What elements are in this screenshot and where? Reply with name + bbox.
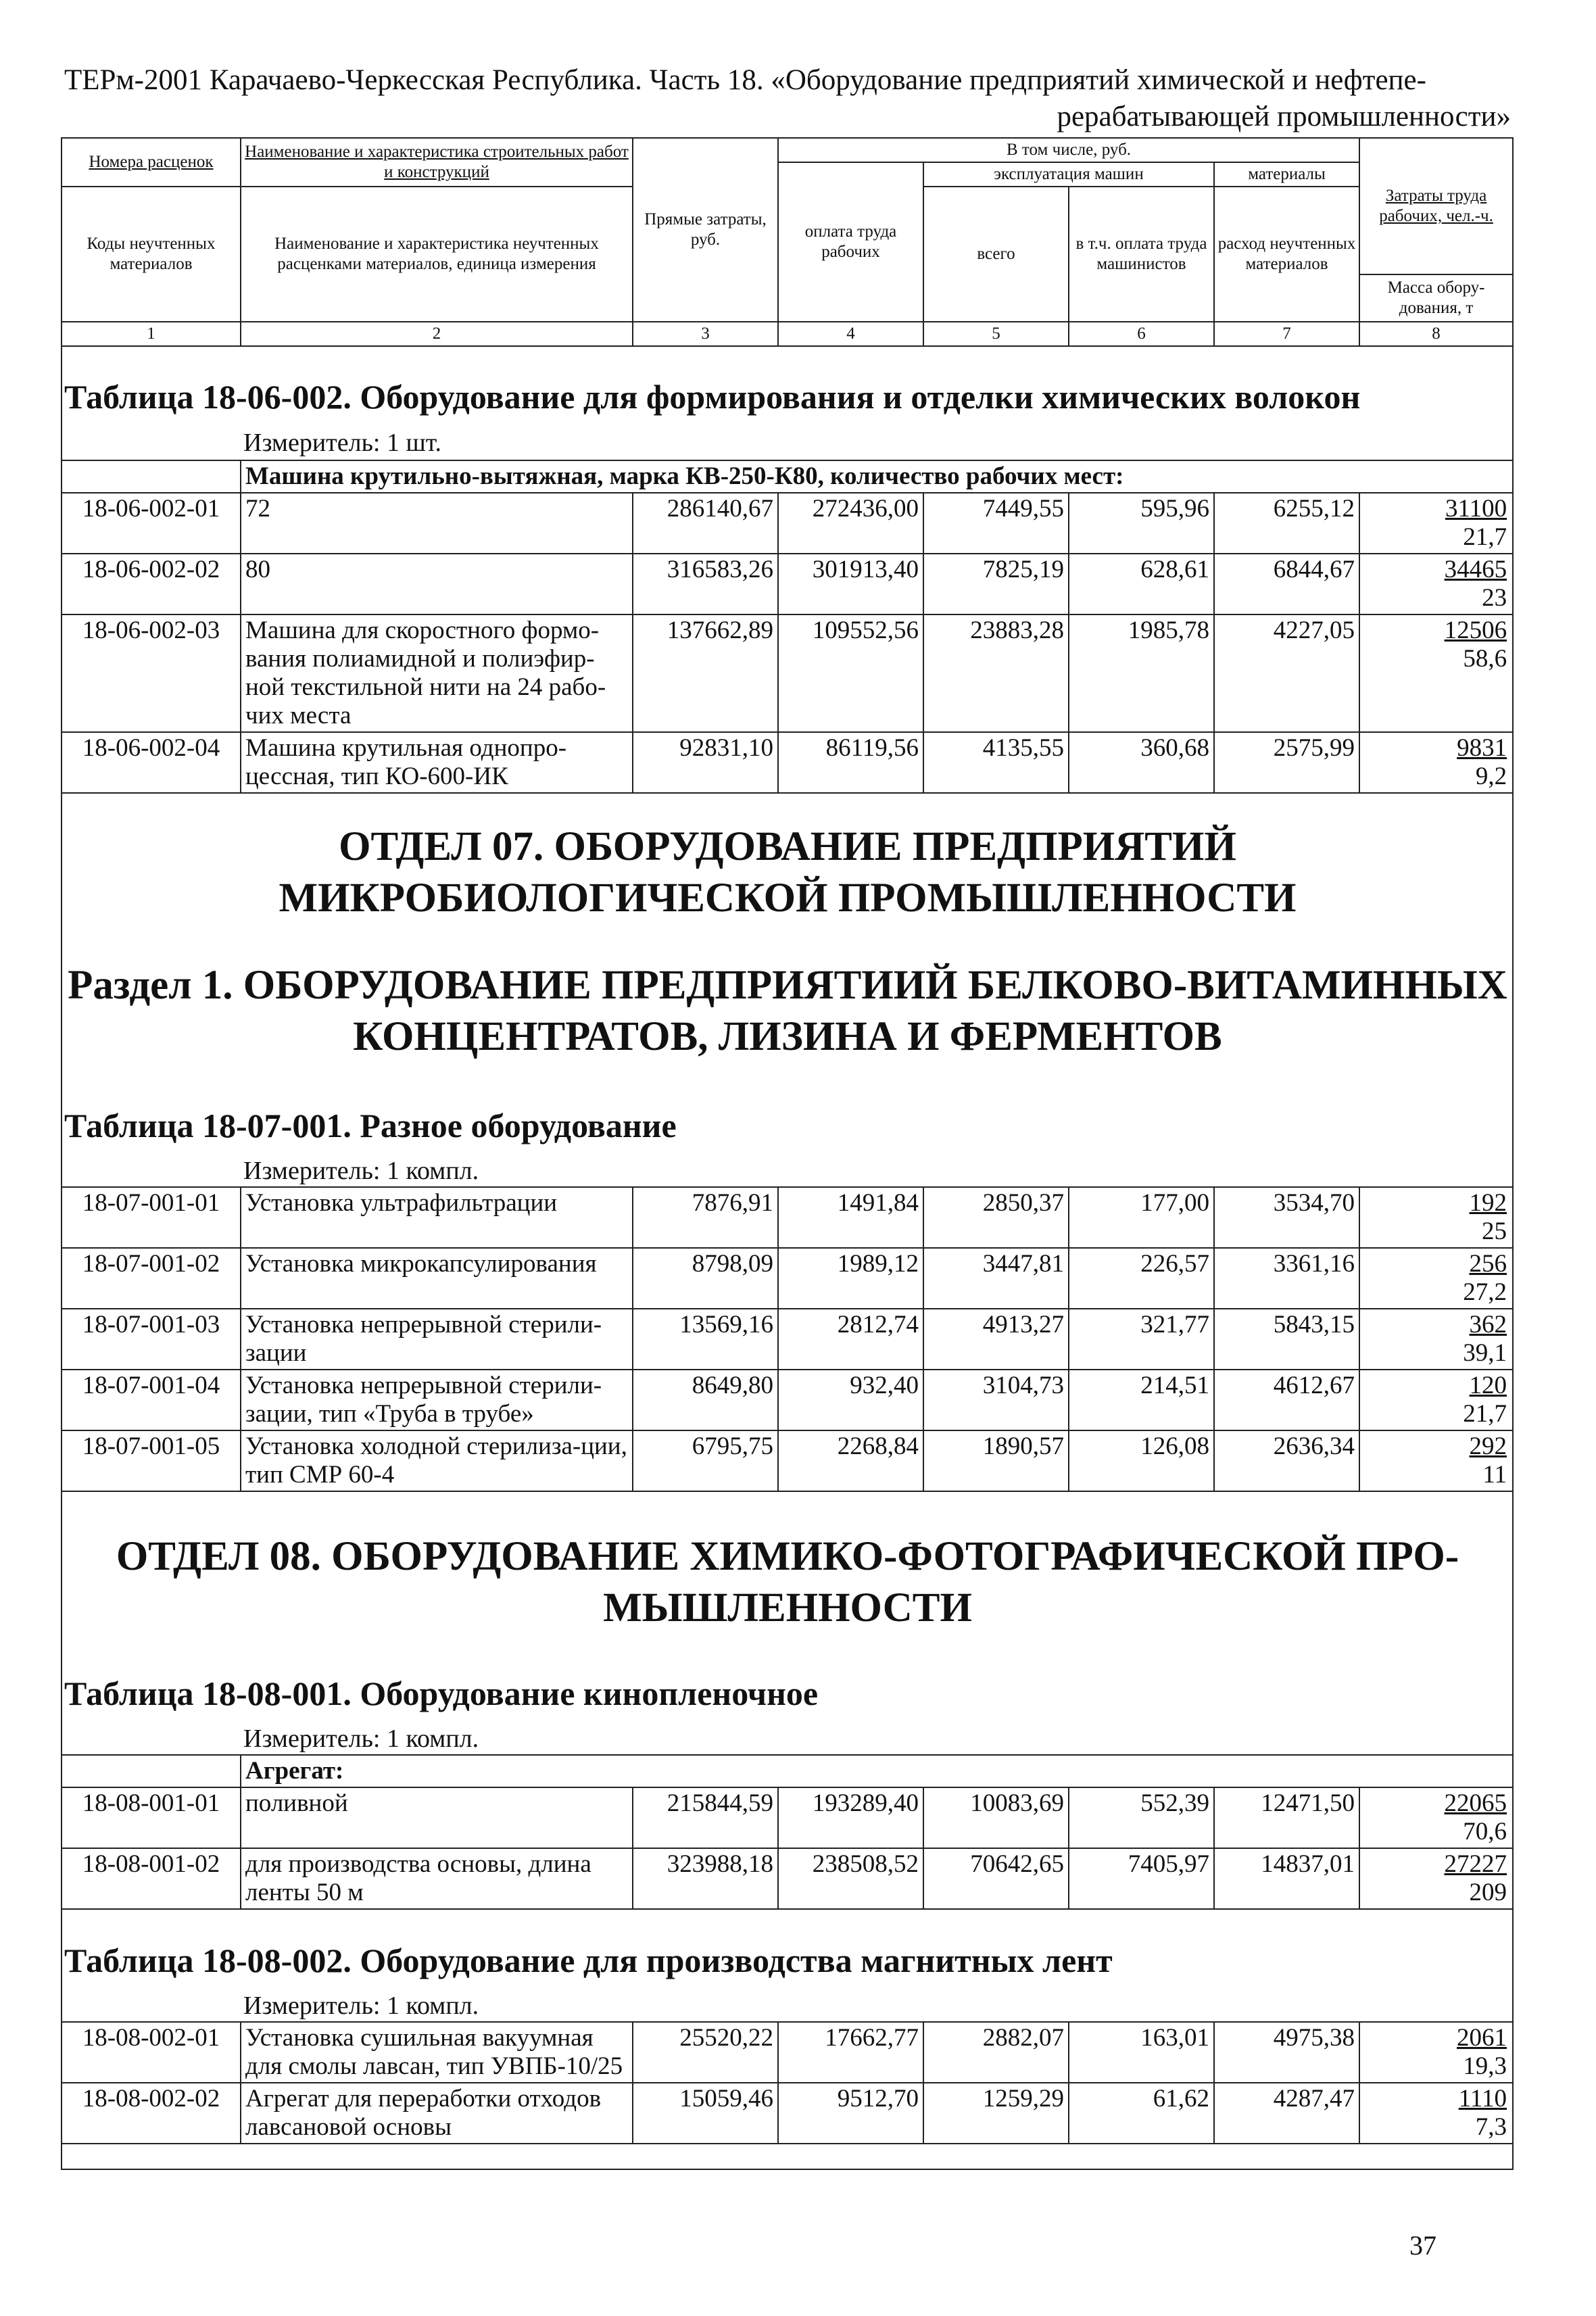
machinist-pay-cell: 126,08 — [1069, 1430, 1214, 1491]
labor-mass-cell — [1359, 1187, 1513, 1248]
work-name-cell: Агрегат для переработки отходов лавсановой основы — [241, 2083, 633, 2144]
labor-hours: 362 — [1469, 1311, 1507, 1338]
equipment-mass: 19,3 — [1463, 2052, 1507, 2080]
direct-cost-cell: 137662,89 — [633, 614, 778, 732]
direct-cost-cell: 15059,46 — [633, 2083, 778, 2144]
equipment-mass: 11 — [1482, 1461, 1507, 1489]
table-measure: Измеритель: 1 компл. — [243, 1157, 479, 1185]
table-measure: Измеритель: 1 компл. — [243, 1724, 479, 1753]
labor-hours: 192 — [1469, 1189, 1507, 1217]
col-header-1-top: Номера расценок — [62, 138, 241, 187]
materials-cost-cell: 6844,67 — [1214, 554, 1359, 614]
col-header-3: Прямые затраты, руб. — [633, 138, 778, 322]
machine-total-cell: 2882,07 — [923, 2022, 1069, 2083]
work-name-cell: Установка непрерывной стерили-зации, тип «Труба в трубе» — [241, 1370, 633, 1430]
work-name-cell: Установка непрерывной стерили-зации — [241, 1309, 633, 1370]
machine-total-cell: 2850,37 — [923, 1187, 1069, 1248]
col-header-machines: эксплуатация машин — [923, 162, 1214, 187]
labor-pay-cell: 932,40 — [778, 1370, 923, 1430]
table-row — [62, 1848, 1513, 1909]
machinist-pay-cell: 214,51 — [1069, 1370, 1214, 1430]
rate-code-cell: 18-07-001-01 — [62, 1187, 241, 1248]
machine-total-cell: 7449,55 — [923, 493, 1069, 554]
rate-code-cell: 18-08-002-01 — [62, 2022, 241, 2083]
col-number: 4 — [778, 322, 923, 346]
direct-cost-cell: 13569,16 — [633, 1309, 778, 1370]
subheading-cell: Агрегат: — [241, 1755, 1513, 1787]
materials-cost-cell: 3361,16 — [1214, 1248, 1359, 1309]
empty-cell — [62, 460, 241, 493]
labor-pay-cell: 109552,56 — [778, 614, 923, 732]
table-row — [62, 1370, 1513, 1430]
data-table — [61, 2021, 1514, 2144]
materials-cost-cell: 4287,47 — [1214, 2083, 1359, 2144]
col-header-1-bottom: Коды неучтенных материалов — [62, 187, 241, 322]
table-row — [62, 493, 1513, 554]
labor-mass-cell — [1359, 732, 1513, 793]
table-row — [62, 1248, 1513, 1309]
equipment-mass: 58,6 — [1463, 645, 1507, 673]
machinist-pay-cell: 360,68 — [1069, 732, 1214, 793]
machine-total-cell: 4135,55 — [923, 732, 1069, 793]
machinist-pay-cell: 177,00 — [1069, 1187, 1214, 1248]
work-name-cell: Установка микрокапсулирования — [241, 1248, 633, 1309]
direct-cost-cell: 316583,26 — [633, 554, 778, 614]
labor-pay-cell: 86119,56 — [778, 732, 923, 793]
column-header-table — [61, 137, 1514, 347]
rate-code-cell: 18-08-001-02 — [62, 1848, 241, 1909]
equipment-mass: 9,2 — [1475, 763, 1507, 790]
direct-cost-cell: 8649,80 — [633, 1370, 778, 1430]
table-title: Таблица 18-07-001. Разное оборудование — [64, 1107, 677, 1144]
section-heading: ОТДЕЛ 08. ОБОРУДОВАНИЕ ХИМИКО-ФОТОГРАФИЧЕСКОЙ ПРО-МЫШЛЕННОСТИ — [116, 1534, 1459, 1631]
rate-code-cell: 18-07-001-04 — [62, 1370, 241, 1430]
labor-hours: 34465 — [1444, 556, 1507, 583]
labor-pay-cell: 301913,40 — [778, 554, 923, 614]
labor-pay-cell: 238508,52 — [778, 1848, 923, 1909]
equipment-mass: 39,1 — [1463, 1339, 1507, 1367]
labor-pay-cell: 1491,84 — [778, 1187, 923, 1248]
table-row — [62, 1787, 1513, 1848]
machinist-pay-cell: 61,62 — [1069, 2083, 1214, 2144]
materials-cost-cell: 4227,05 — [1214, 614, 1359, 732]
labor-pay-cell: 2268,84 — [778, 1430, 923, 1491]
work-name-cell: Установка сушильная вакуумная для смолы лавсан, тип УВПБ-10/25 — [241, 2022, 633, 2083]
labor-pay-cell: 2812,74 — [778, 1309, 923, 1370]
page-header — [64, 62, 1511, 135]
machine-total-cell: 1259,29 — [923, 2083, 1069, 2144]
work-name-cell: Установка холодной стерилиза-ции, тип СМР 60-4 — [241, 1430, 633, 1491]
data-table — [61, 1186, 1514, 1492]
materials-cost-cell: 3534,70 — [1214, 1187, 1359, 1248]
rate-code-cell: 18-07-001-05 — [62, 1430, 241, 1491]
labor-hours: 1110 — [1458, 2085, 1507, 2113]
materials-cost-cell: 4612,67 — [1214, 1370, 1359, 1430]
rate-code-cell: 18-08-001-01 — [62, 1787, 241, 1848]
equipment-mass: 7,3 — [1475, 2113, 1507, 2141]
col-header-6: в т.ч. оплата труда машинистов — [1069, 187, 1214, 322]
header-line-2: рерабатывающей промышленности» — [1057, 101, 1511, 132]
table-row — [62, 732, 1513, 793]
work-name-cell: поливной — [241, 1787, 633, 1848]
labor-hours: 2061 — [1457, 2024, 1507, 2052]
materials-cost-cell: 5843,15 — [1214, 1309, 1359, 1370]
table-row — [62, 1430, 1513, 1491]
materials-cost-cell: 6255,12 — [1214, 493, 1359, 554]
table-measure: Измеритель: 1 шт. — [243, 429, 441, 457]
machine-total-cell: 3447,81 — [923, 1248, 1069, 1309]
table-row — [62, 1187, 1513, 1248]
labor-hours: 27227 — [1444, 1850, 1507, 1878]
labor-pay-cell: 272436,00 — [778, 493, 923, 554]
table-row — [62, 614, 1513, 732]
labor-hours: 9831 — [1457, 734, 1507, 762]
direct-cost-cell: 8798,09 — [633, 1248, 778, 1309]
direct-cost-cell: 286140,67 — [633, 493, 778, 554]
equipment-mass: 70,6 — [1463, 1818, 1507, 1845]
machinist-pay-cell: 552,39 — [1069, 1787, 1214, 1848]
labor-mass-cell — [1359, 1430, 1513, 1491]
labor-hours: 12506 — [1444, 617, 1507, 644]
direct-cost-cell: 215844,59 — [633, 1787, 778, 1848]
table-row — [62, 2022, 1513, 2083]
subheading-row — [62, 1755, 1513, 1787]
col-header-4: оплата труда рабочих — [778, 162, 923, 322]
work-name-cell: 80 — [241, 554, 633, 614]
subheading-row — [62, 460, 1513, 493]
page-number: 37 — [1409, 2230, 1436, 2261]
machinist-pay-cell: 1985,78 — [1069, 614, 1214, 732]
machine-total-cell: 23883,28 — [923, 614, 1069, 732]
labor-mass-cell — [1359, 1370, 1513, 1430]
col-header-8-bottom: Масса обору-дования, т — [1359, 274, 1513, 322]
work-name-cell: Установка ультрафильтрации — [241, 1187, 633, 1248]
equipment-mass: 25 — [1482, 1217, 1507, 1245]
labor-mass-cell — [1359, 554, 1513, 614]
materials-cost-cell: 4975,38 — [1214, 2022, 1359, 2083]
header-line-1: ТЕРм-2001 Карачаево-Черкесская Республика. Часть 18. «Оборудование предприятий химической и нефтепе- — [64, 64, 1426, 96]
table-title: Таблица 18-06-002. Оборудование для формирования и отделки химических волокон — [64, 378, 1361, 416]
rate-code-cell: 18-07-001-02 — [62, 1248, 241, 1309]
table-title: Таблица 18-08-002. Оборудование для производства магнитных лент — [64, 1941, 1113, 1979]
col-number: 2 — [241, 322, 633, 346]
col-header-5: всего — [923, 187, 1069, 322]
materials-cost-cell: 2636,34 — [1214, 1430, 1359, 1491]
direct-cost-cell: 6795,75 — [633, 1430, 778, 1491]
col-header-2-bottom: Наименование и характеристика неучтенных расценками материалов, единица измерения — [241, 187, 633, 322]
labor-hours: 120 — [1469, 1372, 1507, 1399]
direct-cost-cell: 7876,91 — [633, 1187, 778, 1248]
machinist-pay-cell: 163,01 — [1069, 2022, 1214, 2083]
labor-mass-cell — [1359, 1787, 1513, 1848]
section-heading: ОТДЕЛ 07. ОБОРУДОВАНИЕ ПРЕДПРИЯТИЙ МИКРОБИОЛОГИЧЕСКОЙ ПРОМЫШЛЕННОСТИ — [279, 824, 1297, 921]
labor-mass-cell — [1359, 2083, 1513, 2144]
machine-total-cell: 4913,27 — [923, 1309, 1069, 1370]
rate-code-cell: 18-08-002-02 — [62, 2083, 241, 2144]
work-name-cell: Машина крутильная однопро-цессная, тип КО-600-ИК — [241, 732, 633, 793]
materials-cost-cell: 2575,99 — [1214, 732, 1359, 793]
labor-mass-cell — [1359, 493, 1513, 554]
materials-cost-cell: 12471,50 — [1214, 1787, 1359, 1848]
work-name-cell: Машина для скоростного формо-вания полиамидной и полиэфир-ной текстильной нити на 24 рабо-чих места — [241, 614, 633, 732]
machinist-pay-cell: 7405,97 — [1069, 1848, 1214, 1909]
col-header-materials: материалы — [1214, 162, 1359, 187]
col-header-2-top: Наименование и характеристика строительных работ и конструкций — [241, 138, 633, 187]
equipment-mass: 27,2 — [1463, 1278, 1507, 1306]
section-heading: Раздел 1. ОБОРУДОВАНИЕ ПРЕДПРИЯТИИЙ БЕЛКОВО-ВИТАМИННЫХ КОНЦЕНТРАТОВ, ЛИЗИНА И ФЕРМЕНТОВ — [68, 963, 1507, 1059]
equipment-mass: 21,7 — [1463, 523, 1507, 551]
machinist-pay-cell: 595,96 — [1069, 493, 1214, 554]
machinist-pay-cell: 226,57 — [1069, 1248, 1214, 1309]
work-name-cell: 72 — [241, 493, 633, 554]
machine-total-cell: 7825,19 — [923, 554, 1069, 614]
table-row — [62, 1309, 1513, 1370]
labor-pay-cell: 9512,70 — [778, 2083, 923, 2144]
labor-mass-cell — [1359, 1248, 1513, 1309]
direct-cost-cell: 25520,22 — [633, 2022, 778, 2083]
labor-mass-cell — [1359, 2022, 1513, 2083]
equipment-mass: 21,7 — [1463, 1400, 1507, 1428]
materials-cost-cell: 14837,01 — [1214, 1848, 1359, 1909]
col-header-7: расход неучтенных материалов — [1214, 187, 1359, 322]
col-number: 3 — [633, 322, 778, 346]
table-row — [62, 2083, 1513, 2144]
labor-hours: 31100 — [1445, 495, 1507, 523]
labor-mass-cell — [1359, 1309, 1513, 1370]
machinist-pay-cell: 321,77 — [1069, 1309, 1214, 1370]
labor-hours: 256 — [1469, 1250, 1507, 1278]
rate-code-cell: 18-07-001-03 — [62, 1309, 241, 1370]
labor-mass-cell — [1359, 614, 1513, 732]
direct-cost-cell: 92831,10 — [633, 732, 778, 793]
col-header-8-top: Затраты труда рабочих, чел.-ч. — [1359, 138, 1513, 274]
equipment-mass: 209 — [1469, 1879, 1507, 1906]
col-number: 5 — [923, 322, 1069, 346]
labor-hours: 22065 — [1444, 1789, 1507, 1817]
col-number: 6 — [1069, 322, 1214, 346]
subheading-cell: Машина крутильно-вытяжная, марка КВ-250-К80, количество рабочих мест: — [241, 460, 1513, 493]
col-number: 7 — [1214, 322, 1359, 346]
machine-total-cell: 10083,69 — [923, 1787, 1069, 1848]
rate-code-cell: 18-06-002-02 — [62, 554, 241, 614]
machine-total-cell: 70642,65 — [923, 1848, 1069, 1909]
labor-mass-cell — [1359, 1848, 1513, 1909]
equipment-mass: 23 — [1482, 584, 1507, 612]
labor-pay-cell: 193289,40 — [778, 1787, 923, 1848]
col-number: 1 — [62, 322, 241, 346]
col-number: 8 — [1359, 322, 1513, 346]
machine-total-cell: 3104,73 — [923, 1370, 1069, 1430]
direct-cost-cell: 323988,18 — [633, 1848, 778, 1909]
table-row — [62, 554, 1513, 614]
machinist-pay-cell: 628,61 — [1069, 554, 1214, 614]
labor-pay-cell: 17662,77 — [778, 2022, 923, 2083]
rate-code-cell: 18-06-002-01 — [62, 493, 241, 554]
rate-code-cell: 18-06-002-03 — [62, 614, 241, 732]
empty-cell — [62, 1755, 241, 1787]
table-measure: Измеритель: 1 компл. — [243, 1992, 479, 2020]
data-table — [61, 1754, 1514, 1910]
table-title: Таблица 18-08-001. Оборудование кинопленочное — [64, 1674, 819, 1712]
labor-hours: 292 — [1469, 1432, 1507, 1460]
rate-code-cell: 18-06-002-04 — [62, 732, 241, 793]
labor-pay-cell: 1989,12 — [778, 1248, 923, 1309]
machine-total-cell: 1890,57 — [923, 1430, 1069, 1491]
col-header-including: В том числе, руб. — [778, 138, 1359, 162]
work-name-cell: для производства основы, длина ленты 50 м — [241, 1848, 633, 1909]
data-table — [61, 460, 1514, 794]
